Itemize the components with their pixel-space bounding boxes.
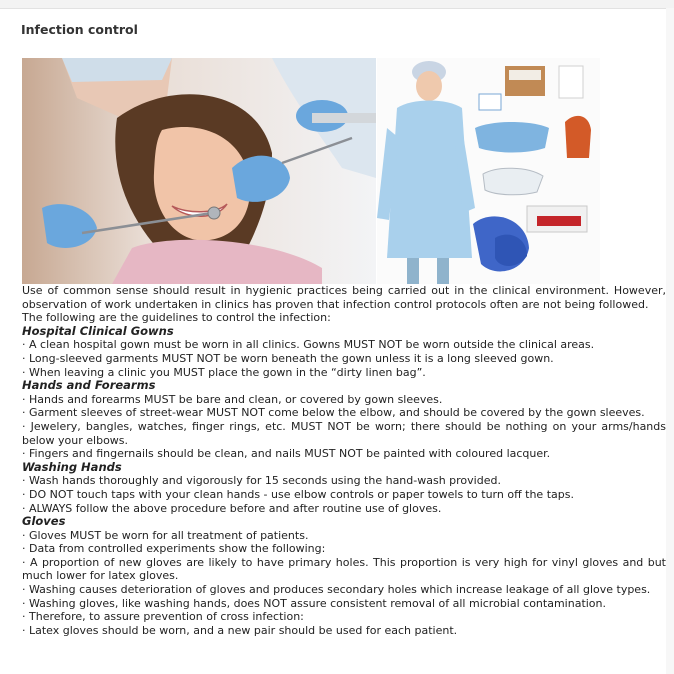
- intro-guidelines-line: The following are the guidelines to control the infection:: [22, 311, 331, 325]
- list-item: · When leaving a clinic you MUST place the gown in the “dirty linen bag”.: [22, 366, 666, 380]
- section-heading-washing: Washing Hands: [22, 459, 122, 474]
- list-item: · Latex gloves should be worn, and a new pair should be used for each patient.: [22, 624, 666, 638]
- intro-paragraph: Use of common sense should result in hygienic practices being carried out in the clinical environment. However, observation of work undertaken in clinics has proven that infection control protocols often are not being followed.: [22, 284, 666, 311]
- protective-gown-and-supplies-photo: [377, 58, 600, 284]
- right-rail: [666, 8, 674, 674]
- gowns-list: [22, 338, 666, 379]
- dental-patient-photo: [22, 58, 376, 284]
- list-item: · Therefore, to assure prevention of cross infection:: [22, 610, 666, 624]
- washing-list: [22, 474, 666, 515]
- list-item: · A proportion of new gloves are likely to have primary holes. This proportion is very high for vinyl gloves and but much lower for latex gloves.: [22, 556, 666, 583]
- section-heading-gowns: Hospital Clinical Gowns: [22, 323, 174, 338]
- list-item: · Fingers and fingernails should be clean, and nails MUST NOT be painted with coloured lacquer.: [22, 447, 666, 461]
- list-item: · Wash hands thoroughly and vigorously for 15 seconds using the hand-wash provided.: [22, 474, 666, 488]
- hands-list: [22, 393, 666, 461]
- article-body: [22, 284, 666, 637]
- list-item: · ALWAYS follow the above procedure before and after routine use of gloves.: [22, 502, 666, 516]
- top-bar: [0, 0, 674, 9]
- list-item: · Washing gloves, like washing hands, does NOT assure consistent removal of all microbial contamination.: [22, 597, 666, 611]
- list-item: · A clean hospital gown must be worn in all clinics. Gowns MUST NOT be worn outside the clinical areas.: [22, 338, 666, 352]
- list-item: · Data from controlled experiments show the following:: [22, 542, 666, 556]
- list-item: · DO NOT touch taps with your clean hands - use elbow controls or paper towels to turn off the taps.: [22, 488, 666, 502]
- list-item: · Washing causes deterioration of gloves and produces secondary holes which increase leakage of all glove types.: [22, 583, 666, 597]
- list-item: · Long-sleeved garments MUST NOT be worn beneath the gown unless it is a long sleeved gown.: [22, 352, 666, 366]
- photo-strip: [22, 58, 600, 284]
- list-item: · Jewelery, bangles, watches, finger rings, etc. MUST NOT be worn; there should be nothing on your arms/hands below your elbows.: [22, 420, 666, 447]
- list-item: · Hands and forearms MUST be bare and clean, or covered by gown sleeves.: [22, 393, 666, 407]
- section-heading-gloves: Gloves: [22, 514, 66, 529]
- gloves-list: [22, 529, 666, 638]
- list-item: · Gloves MUST be worn for all treatment of patients.: [22, 529, 666, 543]
- page-title: Infection control: [21, 22, 138, 37]
- list-item: · Garment sleeves of street-wear MUST NOT come below the elbow, and should be covered by the gown sleeves.: [22, 406, 666, 420]
- section-heading-hands: Hands and Forearms: [22, 378, 156, 393]
